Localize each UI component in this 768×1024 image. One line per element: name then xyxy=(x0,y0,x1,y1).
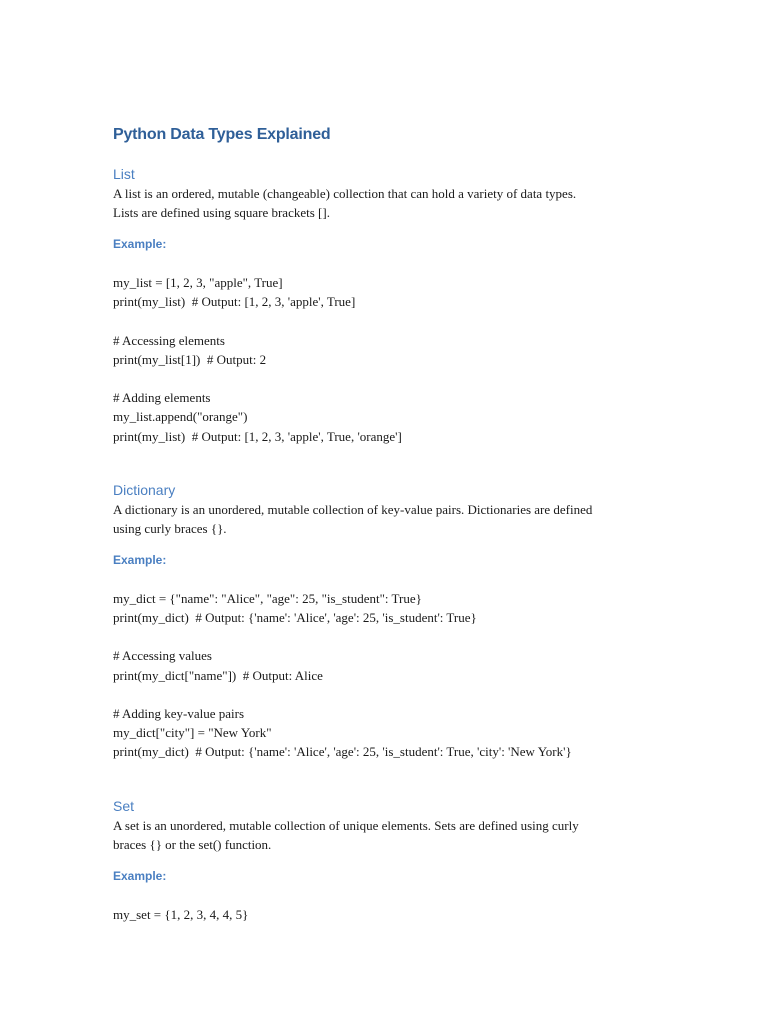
document-content xyxy=(113,123,673,924)
section-description-dictionary xyxy=(113,500,673,538)
example-label-list: Example: xyxy=(113,237,167,251)
description-line: A list is an ordered, mutable (changeable) collection that can hold a variety of data types. xyxy=(113,186,577,201)
example-label-dictionary: Example: xyxy=(113,552,167,567)
section-heading-set: Set xyxy=(113,797,135,814)
code-line: print(my_list) # Output: [1, 2, 3, 'apple', True] xyxy=(113,294,356,310)
description-line: Lists are defined using square brackets []. xyxy=(113,205,330,220)
example-label-set: Example: xyxy=(113,868,167,883)
code-line: # Accessing elements xyxy=(113,332,225,348)
code-line: print(my_dict["name"]) # Output: Alice xyxy=(113,667,323,683)
code-block-dictionary xyxy=(113,589,673,762)
code-line: print(my_list[1]) # Output: 2 xyxy=(113,351,267,367)
section-description-set xyxy=(113,816,673,854)
code-line xyxy=(113,627,673,646)
description-line: braces {} or the set() function. xyxy=(113,836,272,852)
code-line xyxy=(113,369,673,388)
code-line: my_dict = {"name": "Alice", "age": 25, "is_student": True} xyxy=(113,590,422,606)
section-description-list xyxy=(113,184,673,222)
code-line: print(my_list) # Output: [1, 2, 3, 'apple', True, 'orange'] xyxy=(113,428,402,444)
code-line xyxy=(113,311,673,330)
code-block-set xyxy=(113,905,673,924)
code-line: # Accessing values xyxy=(113,648,212,664)
code-line: # Adding key-value pairs xyxy=(113,705,245,721)
code-line: print(my_dict) # Output: {'name': 'Alice', 'age': 25, 'is_student': True, 'city': 'New York'} xyxy=(113,744,572,760)
section-heading-dictionary: Dictionary xyxy=(113,481,176,498)
section-list xyxy=(113,164,673,446)
code-line: my_list.append("orange") xyxy=(113,409,248,425)
description-line: A set is an unordered, mutable collection of unique elements. Sets are defined using curly xyxy=(113,817,579,833)
code-line: my_list = [1, 2, 3, "apple", True] xyxy=(113,275,283,290)
section-heading-list: List xyxy=(113,166,135,182)
document-title: Python Data Types Explained xyxy=(113,126,331,143)
section-set xyxy=(113,796,673,924)
description-line: A dictionary is an unordered, mutable collection of key-value pairs. Dictionaries are defined xyxy=(113,501,593,517)
code-line: my_set = {1, 2, 3, 4, 4, 5} xyxy=(113,906,249,922)
code-line: my_dict["city"] = "New York" xyxy=(113,725,272,741)
code-block-list xyxy=(113,273,673,446)
code-line xyxy=(113,685,673,704)
description-line: using curly braces {}. xyxy=(113,520,227,536)
code-line: print(my_dict) # Output: {'name': 'Alice', 'age': 25, 'is_student': True} xyxy=(113,610,477,625)
section-dictionary xyxy=(113,480,673,762)
code-line: # Adding elements xyxy=(113,390,211,406)
